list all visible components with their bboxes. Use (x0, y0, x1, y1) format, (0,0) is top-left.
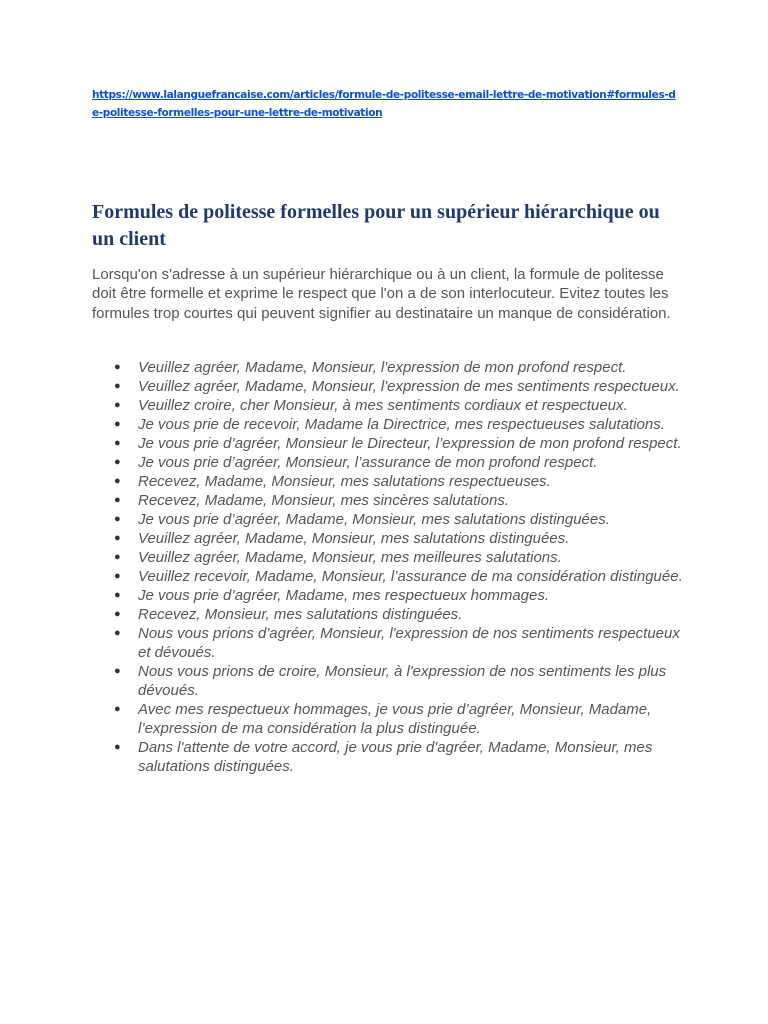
list-item (92, 472, 692, 491)
formula-text: Recevez, Madame, Monsieur, mes salutations respectueuses. (138, 473, 551, 490)
list-item (92, 453, 692, 472)
bullet-icon: ● (114, 589, 121, 601)
formula-text: Nous vous prions de croire, Monsieur, à l'expression de nos sentiments les plus dévoués. (138, 663, 667, 699)
bullet-icon: ● (114, 741, 121, 753)
list-item (92, 491, 692, 510)
formula-text: Veuillez agréer, Madame, Monsieur, mes meilleures salutations. (138, 549, 562, 566)
formula-text: Je vous prie d’agréer, Madame, Monsieur, mes salutations distinguées. (138, 511, 610, 528)
formula-text: Je vous prie d’agréer, Monsieur le Directeur, l’expression de mon profond respect. (138, 435, 682, 452)
formula-text: Je vous prie d’agréer, Madame, mes respectueux hommages. (138, 587, 550, 604)
list-item (92, 662, 692, 700)
list-item (92, 586, 692, 605)
bullet-icon: ● (114, 456, 121, 468)
politeness-formula-list (92, 358, 692, 776)
list-item (92, 624, 692, 662)
bullet-icon: ● (114, 475, 121, 487)
intro-paragraph: Lorsqu'on s'adresse à un supérieur hiérarchique ou à un client, la formule de politesse doit être formelle et exprime le respect que l'on a de son interlocuteur. Evitez toutes les formules trop courtes qui peuvent signifier au destinataire un manque de considération. (92, 266, 671, 322)
bullet-icon: ● (114, 608, 121, 620)
bullet-icon: ● (114, 380, 121, 392)
formula-text: Nous vous prions d'agréer, Monsieur, l'expression de nos sentiments respectueux et dévoués. (138, 625, 680, 661)
bullet-icon: ● (114, 418, 121, 430)
bullet-icon: ● (114, 551, 121, 563)
formula-text: Je vous prie de recevoir, Madame la Directrice, mes respectueuses salutations. (138, 416, 665, 433)
list-item (92, 415, 692, 434)
list-item (92, 738, 692, 776)
list-item (92, 510, 692, 529)
bullet-icon: ● (114, 437, 121, 449)
list-item (92, 700, 692, 738)
list-item (92, 548, 692, 567)
list-item (92, 605, 692, 624)
formula-text: Avec mes respectueux hommages, je vous prie d’agréer, Monsieur, Madame, l’expression de ma considération la plus distinguée. (138, 701, 652, 737)
bullet-icon: ● (114, 361, 121, 373)
formula-text: Veuillez agréer, Madame, Monsieur, l'expression de mes sentiments respectueux. (138, 378, 680, 395)
bullet-icon: ● (114, 399, 121, 411)
list-item (92, 434, 692, 453)
formula-text: Veuillez recevoir, Madame, Monsieur, l’assurance de ma considération distinguée. (138, 568, 683, 585)
list-item (92, 358, 692, 377)
formula-text: Je vous prie d’agréer, Monsieur, l’assurance de mon profond respect. (138, 454, 598, 471)
bullet-icon: ● (114, 703, 121, 715)
bullet-icon: ● (114, 627, 121, 639)
bullet-icon: ● (114, 513, 121, 525)
bullet-icon: ● (114, 665, 121, 677)
formula-text: Dans l'attente de votre accord, je vous prie d'agréer, Madame, Monsieur, mes salutations distinguées. (138, 739, 653, 775)
source-url-link[interactable]: https://www.lalanguefrancaise.com/articles/formule-de-politesse-email-lettre-de-motivation#formules-de-politesse-formelles-pour-une-lettre-de-motivation (92, 89, 676, 119)
formula-text: Recevez, Madame, Monsieur, mes sincères salutations. (138, 492, 509, 509)
section-heading: Formules de politesse formelles pour un supérieur hiérarchique ou un client (92, 201, 660, 250)
list-item (92, 529, 692, 548)
formula-text: Veuillez agréer, Madame, Monsieur, mes salutations distinguées. (138, 530, 570, 547)
bullet-icon: ● (114, 494, 121, 506)
bullet-icon: ● (114, 570, 121, 582)
formula-text: Recevez, Monsieur, mes salutations distinguées. (138, 606, 463, 623)
list-item (92, 377, 692, 396)
list-item (92, 396, 692, 415)
formula-text: Veuillez croire, cher Monsieur, à mes sentiments cordiaux et respectueux. (138, 397, 628, 414)
bullet-icon: ● (114, 532, 121, 544)
list-item (92, 567, 692, 586)
formula-text: Veuillez agréer, Madame, Monsieur, l'expression de mon profond respect. (138, 359, 627, 376)
